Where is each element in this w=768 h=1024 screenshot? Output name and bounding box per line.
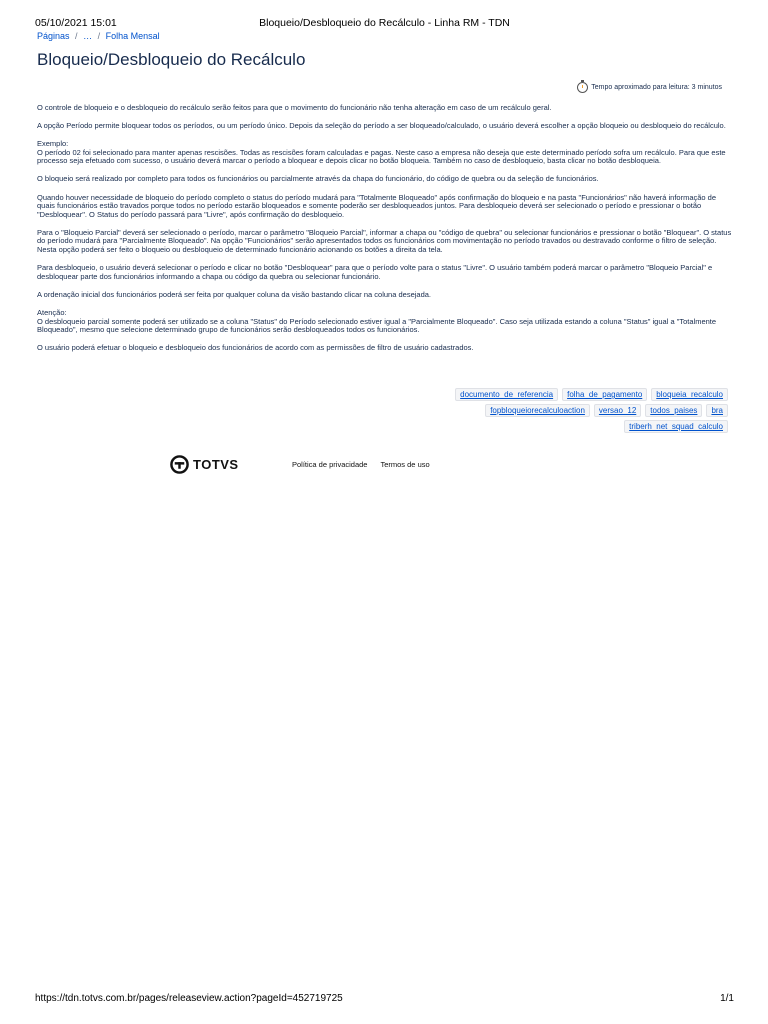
label-chip[interactable]: todos_paises [645, 404, 702, 417]
footer-links [292, 460, 430, 469]
page-labels [408, 388, 728, 433]
paragraph-permissions: O usuário poderá efetuar o bloqueio e desbloqueio dos funcionários de acordo com as permissões de filtro de usuário cadastrados. [37, 343, 474, 353]
paragraph-unblock: Para desbloqueio, o usuário deverá selecionar o período e clicar no botão "Desbloquear" para que o período volte para o status "Livre". O usuário também poderá marcar o parâmetro "Bloqueio Parcial" e desbloquear parte dos funcionários informando a chapa ou código da quebra ou selecionar funcionário. [37, 263, 713, 281]
page-title: Bloqueio/Desbloqueio do Recálculo [37, 50, 306, 69]
totvs-logo-text: TOTVS [193, 457, 239, 472]
print-page-number: 1/1 [720, 993, 734, 1004]
print-header [35, 17, 734, 31]
paragraph-intro: O controle de bloqueio e o desbloqueio do recálculo serão feitos para que o movimento do funcionário não tenha alteração em caso de um recálculo geral. [37, 103, 552, 112]
paragraph-full-block: Quando houver necessidade de bloqueio do período completo o status do período mudará para "Totalmente Bloqueado" após confirmação do bloqueio e na pasta "Funcionários" não haverá informação de quais funcionários estão travados porque todos no período estarão bloqueados e somente poderão ser desbloqueados juntos. Para desbloqueio deverá ser selecionado o período e pressionar o botão "Desbloquear". O Status do período passará para "Livre", após confirmação do desbloqueio. [37, 192, 717, 219]
breadcrumb-separator: / [75, 31, 78, 41]
breadcrumb-folha-mensal-link[interactable]: Folha Mensal [105, 31, 160, 41]
page-content [37, 104, 732, 362]
print-footer [35, 993, 734, 1007]
terms-of-use-link[interactable]: Termos de uso [380, 460, 430, 469]
totvs-logo [170, 455, 239, 474]
breadcrumb-pages-link[interactable]: Páginas [37, 31, 70, 41]
example-block [37, 140, 732, 166]
example-text: O período 02 foi selecionado para manter apenas rescisões. Todas as rescisões foram calculadas e pagas. Neste caso a empresa não deseja que este determinado período sofra um recálculo. Para que este processo seja efetuado com sucesso, o usuário deverá marcar o período a bloquear e depois clicar no botão bloqueia. Também no caso de desbloqueio, basta clicar no botão desbloqueia. [37, 147, 726, 166]
privacy-policy-link[interactable]: Política de privacidade [292, 460, 368, 469]
attention-text: O desbloqueio parcial somente poderá ser utilizado se a coluna "Status" do Período selecionado estiver igual a "Parcialmente Bloqueado". Caso seja utilizada estando a coluna "Status" igual a "Totalmente Bloqueado", mesmo que selecione determinado grupo de funcionários serão desbloqueados todos os funcionários. [37, 316, 717, 335]
label-chip[interactable]: documento_de_referencia [455, 388, 558, 401]
reading-time-text: Tempo aproximado para leitura: 3 minutos [591, 84, 722, 91]
stopwatch-icon [577, 82, 588, 93]
totvs-logo-icon [170, 455, 189, 474]
label-chip[interactable]: versao_12 [594, 404, 641, 417]
print-url: https://tdn.totvs.com.br/pages/releaseview.action?pageId=452719725 [35, 993, 343, 1004]
paragraph-period-option: A opção Período permite bloquear todos os períodos, ou um período único. Depois da seleção do período a ser bloqueado/calculado, o usuário deverá escolher a opção bloqueio ou desbloqueio do recálculo. [37, 121, 726, 131]
label-chip[interactable]: bloqueia_recalculo [651, 388, 728, 401]
label-chip[interactable]: fopbloqueiorecalculoaction [485, 404, 590, 417]
breadcrumb [37, 31, 163, 41]
example-label: Exemplo: [37, 139, 69, 149]
label-chip[interactable]: bra [706, 404, 728, 417]
breadcrumb-separator: / [97, 31, 101, 41]
attention-block [37, 309, 732, 335]
attention-label: Atenção: [37, 307, 67, 317]
paragraph-block-scope: O bloqueio será realizado por completo para todos os funcionários ou parcialmente através da chapa do funcionário, do código de quebra ou da seleção de funcionários. [37, 174, 599, 184]
breadcrumb-ellipsis-link[interactable]: … [83, 31, 93, 41]
label-chip[interactable]: folha_de_pagamento [562, 388, 647, 401]
label-chip[interactable]: triberh_net_squad_calculo [624, 420, 728, 433]
paragraph-ordering: A ordenação inicial dos funcionários poderá ser feita por qualquer coluna da visão bastando clicar na coluna desejada. [37, 289, 432, 299]
print-document-title: Bloqueio/Desbloqueio do Recálculo - Linha RM - TDN [259, 17, 510, 29]
site-footer [170, 455, 430, 474]
paragraph-partial-block: Para o "Bloqueio Parcial" deverá ser selecionado o período, marcar o parâmetro "Bloqueio Parcial", informar a chapa ou "código de quebra" ou selecionar funcionários e pressionar o botão "Bloquear". O status do período mudará para "Parcialmente Bloqueado". Na opção "Funcionários" serão apresentados todos os funcionários com movimentação no período travados ou destravado conforme o filtro de seleção. Nesta opção poderá ser feito o bloqueio ou desbloqueio de determinado funcionário acionando os botões a direita da tela. [37, 227, 732, 255]
reading-time [577, 82, 722, 93]
print-datetime: 05/10/2021 15:01 [35, 17, 117, 29]
